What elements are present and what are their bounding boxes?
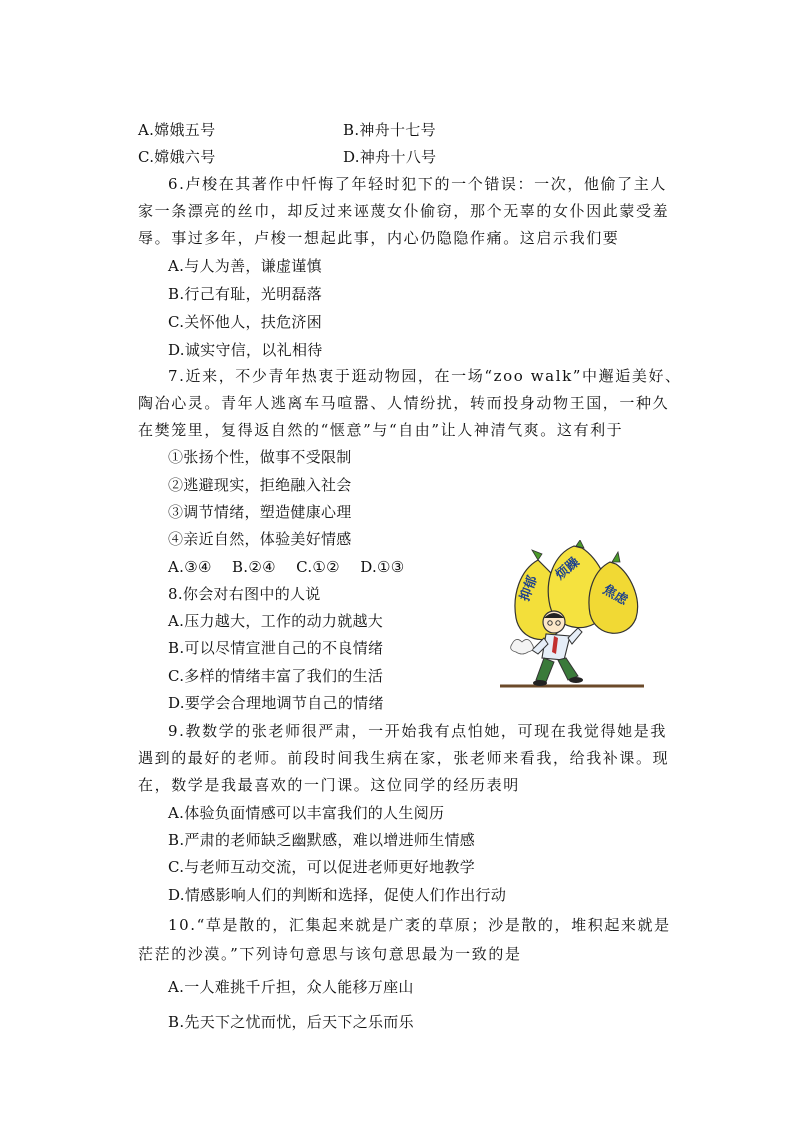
q10-stem-line-2: 茫茫的沙漠。”下列诗句意思与该句意思最为一致的是 [138,945,522,963]
q7-stem-line-1: 7.近来，不少青年热衷于逛动物园，在一场“zoo walk”中邂逅美好、 [168,367,682,385]
q8-option-a: A.压力越大，工作的动力就越大 [168,612,384,630]
q6-option-d: D.诚实守信，以礼相待 [168,341,323,359]
q7-stem-line-3: 在樊笼里，复得返自然的“惬意”与“自由”让人神清气爽。这有利于 [138,421,624,439]
q9-stem-line-3: 在，数学是我最喜欢的一门课。这位同学的经历表明 [138,776,520,794]
q5-option-b: B.神舟十七号 [343,121,436,139]
q6-option-a: A.与人为善，谦虚谨慎 [168,257,322,275]
q8-stem: 8.你会对右图中的人说 [168,585,321,603]
q5-option-c: C.嫦娥六号 [138,148,216,166]
label-jiaolv: 焦虑 [600,582,631,609]
q10-option-a: A.一人难挑千斤担，众人能移万座山 [168,978,414,996]
q9-stem-line-2: 遇到的最好的老师。前段时间我生病在家，张老师来看我，给我补课。现 [138,749,670,767]
q9-option-d: D.情感影响人们的判断和选择，促使人们作出行动 [168,886,507,904]
q7-item-3: ③调节情绪，塑造健康心理 [168,503,352,521]
q5-option-a: A.嫦娥五号 [138,121,216,139]
q8-option-b: B.可以尽情宣泄自己的不良情绪 [168,639,384,657]
q8-option-d: D.要学会合理地调节自己的情绪 [168,694,384,712]
q9-option-c: C.与老师互动交流，可以促进老师更好地教学 [168,858,476,876]
q10-option-b: B.先天下之忧而忧，后天下之乐而乐 [168,1013,414,1031]
q6-stem-line-3: 辱。事过多年，卢梭一想起此事，内心仍隐隐作痛。这启示我们要 [138,229,620,247]
q9-option-b: B.严肃的老师缺乏幽默感，难以增进师生情感 [168,831,476,849]
q7-item-1: ①张扬个性，做事不受限制 [168,448,352,466]
stressed-man-cartoon [498,540,646,690]
q7-choices: A.③④ B.②④ C.①② D.①③ [168,558,405,576]
q7-item-2: ②逃避现实，拒绝融入社会 [168,476,352,494]
q9-option-a: A.体验负面情感可以丰富我们的人生阅历 [168,804,445,822]
q6-option-b: B.行己有耻，光明磊落 [168,285,323,303]
q6-stem-line-2: 家一条漂亮的丝巾，却反过来诬蔑女仆偷窃，那个无辜的女仆因此蒙受羞 [138,202,670,220]
q6-stem-line-1: 6.卢梭在其著作中忏悔了年轻时犯下的一个错误：一次，他偷了主人 [168,175,667,193]
q8-option-c: C.多样的情绪丰富了我们的生活 [168,667,384,685]
label-fanzao: 烦躁 [552,554,583,584]
q7-item-4: ④亲近自然，体验美好情感 [168,530,352,548]
q9-stem-line-1: 9.教数学的张老师很严肃，一开始我有点怕她，可现在我觉得她是我 [168,722,667,740]
dust-cloud-icon [511,639,534,654]
q10-stem-line-1: 10.“草是散的，汇集起来就是广袤的草原；沙是散的，堆积起来就是 [168,916,671,934]
q7-stem-line-2: 陶冶心灵。青年人逃离车马喧嚣、人情纷扰，转而投身动物王国，一种久 [138,394,670,412]
q6-option-c: C.关怀他人，扶危济困 [168,313,323,331]
label-yiyu: 抑郁 [517,573,541,604]
q5-option-d: D.神舟十八号 [343,148,437,166]
